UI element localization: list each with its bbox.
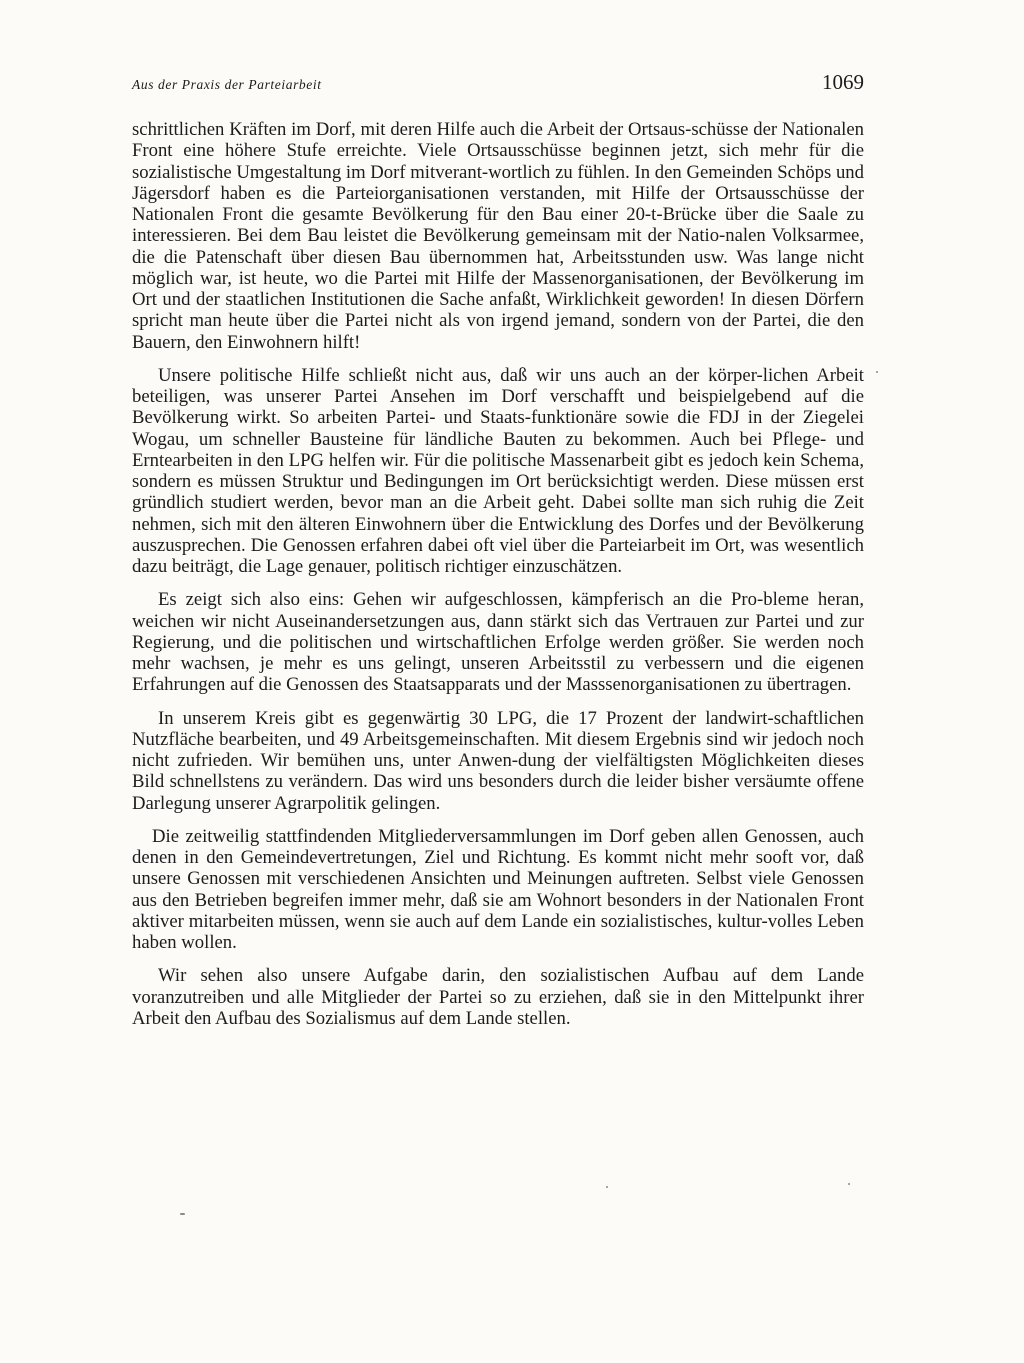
running-head: Aus der Praxis der Parteiarbeit [132,77,322,92]
paragraph-2: Unsere politische Hilfe schließt nicht aus, daß wir uns auch an der körper-lichen Arbeit beteiligen, was unserer Partei Ansehen im Dorf verschafft und beispielgebend auf die Bevölkerung wirkt. So arbeiten Partei- und Staats-funktionäre sowie die FDJ in der Ziegelei Wogau, um schneller Bausteine für ländliche Bauten zu bekommen. Auch bei Pflege- und Erntearbeiten in den LPG helfen wir. Für die politische Massenarbeit gibt es jedoch kein Schema, sondern es müssen Struktur und Bedingungen im Ort berücksichtigt werden. Diese müssen erst gründlich studiert werden, bevor man an die Arbeit geht. Dabei sollte man sich ruhig die Zeit nehmen, sich mit den älteren Einwohnern über die Entwicklung des Dorfes und der Bevölkerung auszusprechen. Die Genossen erfahren dabei oft viel über die Parteiarbeit im Ort, was wesentlich dazu beiträgt, die Lage genauer, politisch richtiger einzuschätzen. [132,364,864,577]
paragraph-4: In unserem Kreis gibt es gegenwärtig 30 LPG, die 17 Prozent der landwirt-schaftlichen Nutzfläche bearbeiten, und 49 Arbeitsgemeinschaften. Mit diesem Ergebnis sind wir jedoch noch nicht zufrieden. Wir bemühen uns, unter Anwen-dung der vielfältigsten Möglichkeiten dieses Bild schnellstens zu verändern. Das wird uns besonders durch die leider bisher versäumte offene Darlegung unserer Agrarpolitik gelingen. [132,707,864,814]
scan-speck [848,1183,850,1185]
page-number: 1069 [822,70,864,94]
body-text [132,119,864,1041]
paragraph-1: schrittlichen Kräften im Dorf, mit deren Hilfe auch die Arbeit der Ortsaus-schüsse der Nationalen Front eine höhere Stufe erreichte. Viele Ortsausschüsse beginnen jetzt, sich mehr für die sozialistische Umgestaltung im Dorf mitverant-wortlich zu fühlen. In den Gemeinden Schöps und Jägersdorf haben es die Parteiorganisationen verstanden, mit Hilfe der Ortsausschüsse der Nationalen Front die gesamte Bevölkerung für den Bau einer 20-t-Brücke über die Saale zu interessieren. Bei dem Bau leistet die Bevölkerung gemeinsam mit der Natio-nalen Volksarmee, die die Patenschaft über diesen Bau übernommen hat, Arbeitsstunden usw. Was lange nicht möglich war, ist heute, wo die Partei mit Hilfe der Massenorganisationen, der Bevölkerung im Ort und der staatlichen Institutionen die Sache anfaßt, Wirklichkeit geworden! In diesen Dörfern spricht man heute über die Partei nicht als von irgend jemand, sondern von der Partei, die den Bauern, den Einwohnern hilft! [132,119,864,353]
paragraph-5: Die zeitweilig stattfindenden Mitgliederversammlungen im Dorf geben allen Genossen, auch denen in den Gemeindevertretungen, Ziel und Richtung. Es kommt nicht mehr sooft vor, daß unsere Genossen mit verschiedenen Ansichten und Meinungen auftreten. Selbst viele Genossen aus den Betrieben begreifen immer mehr, daß sie am Wohnort besonders in der Nationalen Front aktiver mitarbeiten müssen, wenn sie auch auf dem Lande ein sozialistisches, kultur-volles Leben haben wollen. [132,825,864,953]
scan-speck [876,371,878,373]
paragraph-6: Wir sehen also unsere Aufgabe darin, den sozialistischen Aufbau auf dem Lande voranzutreiben und alle Mitglieder der Partei so zu erziehen, daß sie in den Mittelpunkt ihrer Arbeit den Aufbau des Sozialismus auf dem Lande stellen. [132,965,864,1029]
page-header [132,70,864,104]
paragraph-3: Es zeigt sich also eins: Gehen wir aufgeschlossen, kämpferisch an die Pro-bleme heran, weichen wir nicht Auseinandersetzungen aus, dann stärkt sich das Vertrauen zur Partei und zur Regierung, und die politischen und wirtschaftlichen Erfolge werden größer. Sie werden noch mehr wachsen, je mehr es uns gelingt, unseren Arbeitsstil zu verbessern und die eigenen Erfahrungen auf die Genossen des Staatsapparats und der Masssenorganisationen zu übertragen. [132,589,864,696]
scan-speck [180,1213,185,1215]
scan-speck [606,1186,608,1188]
